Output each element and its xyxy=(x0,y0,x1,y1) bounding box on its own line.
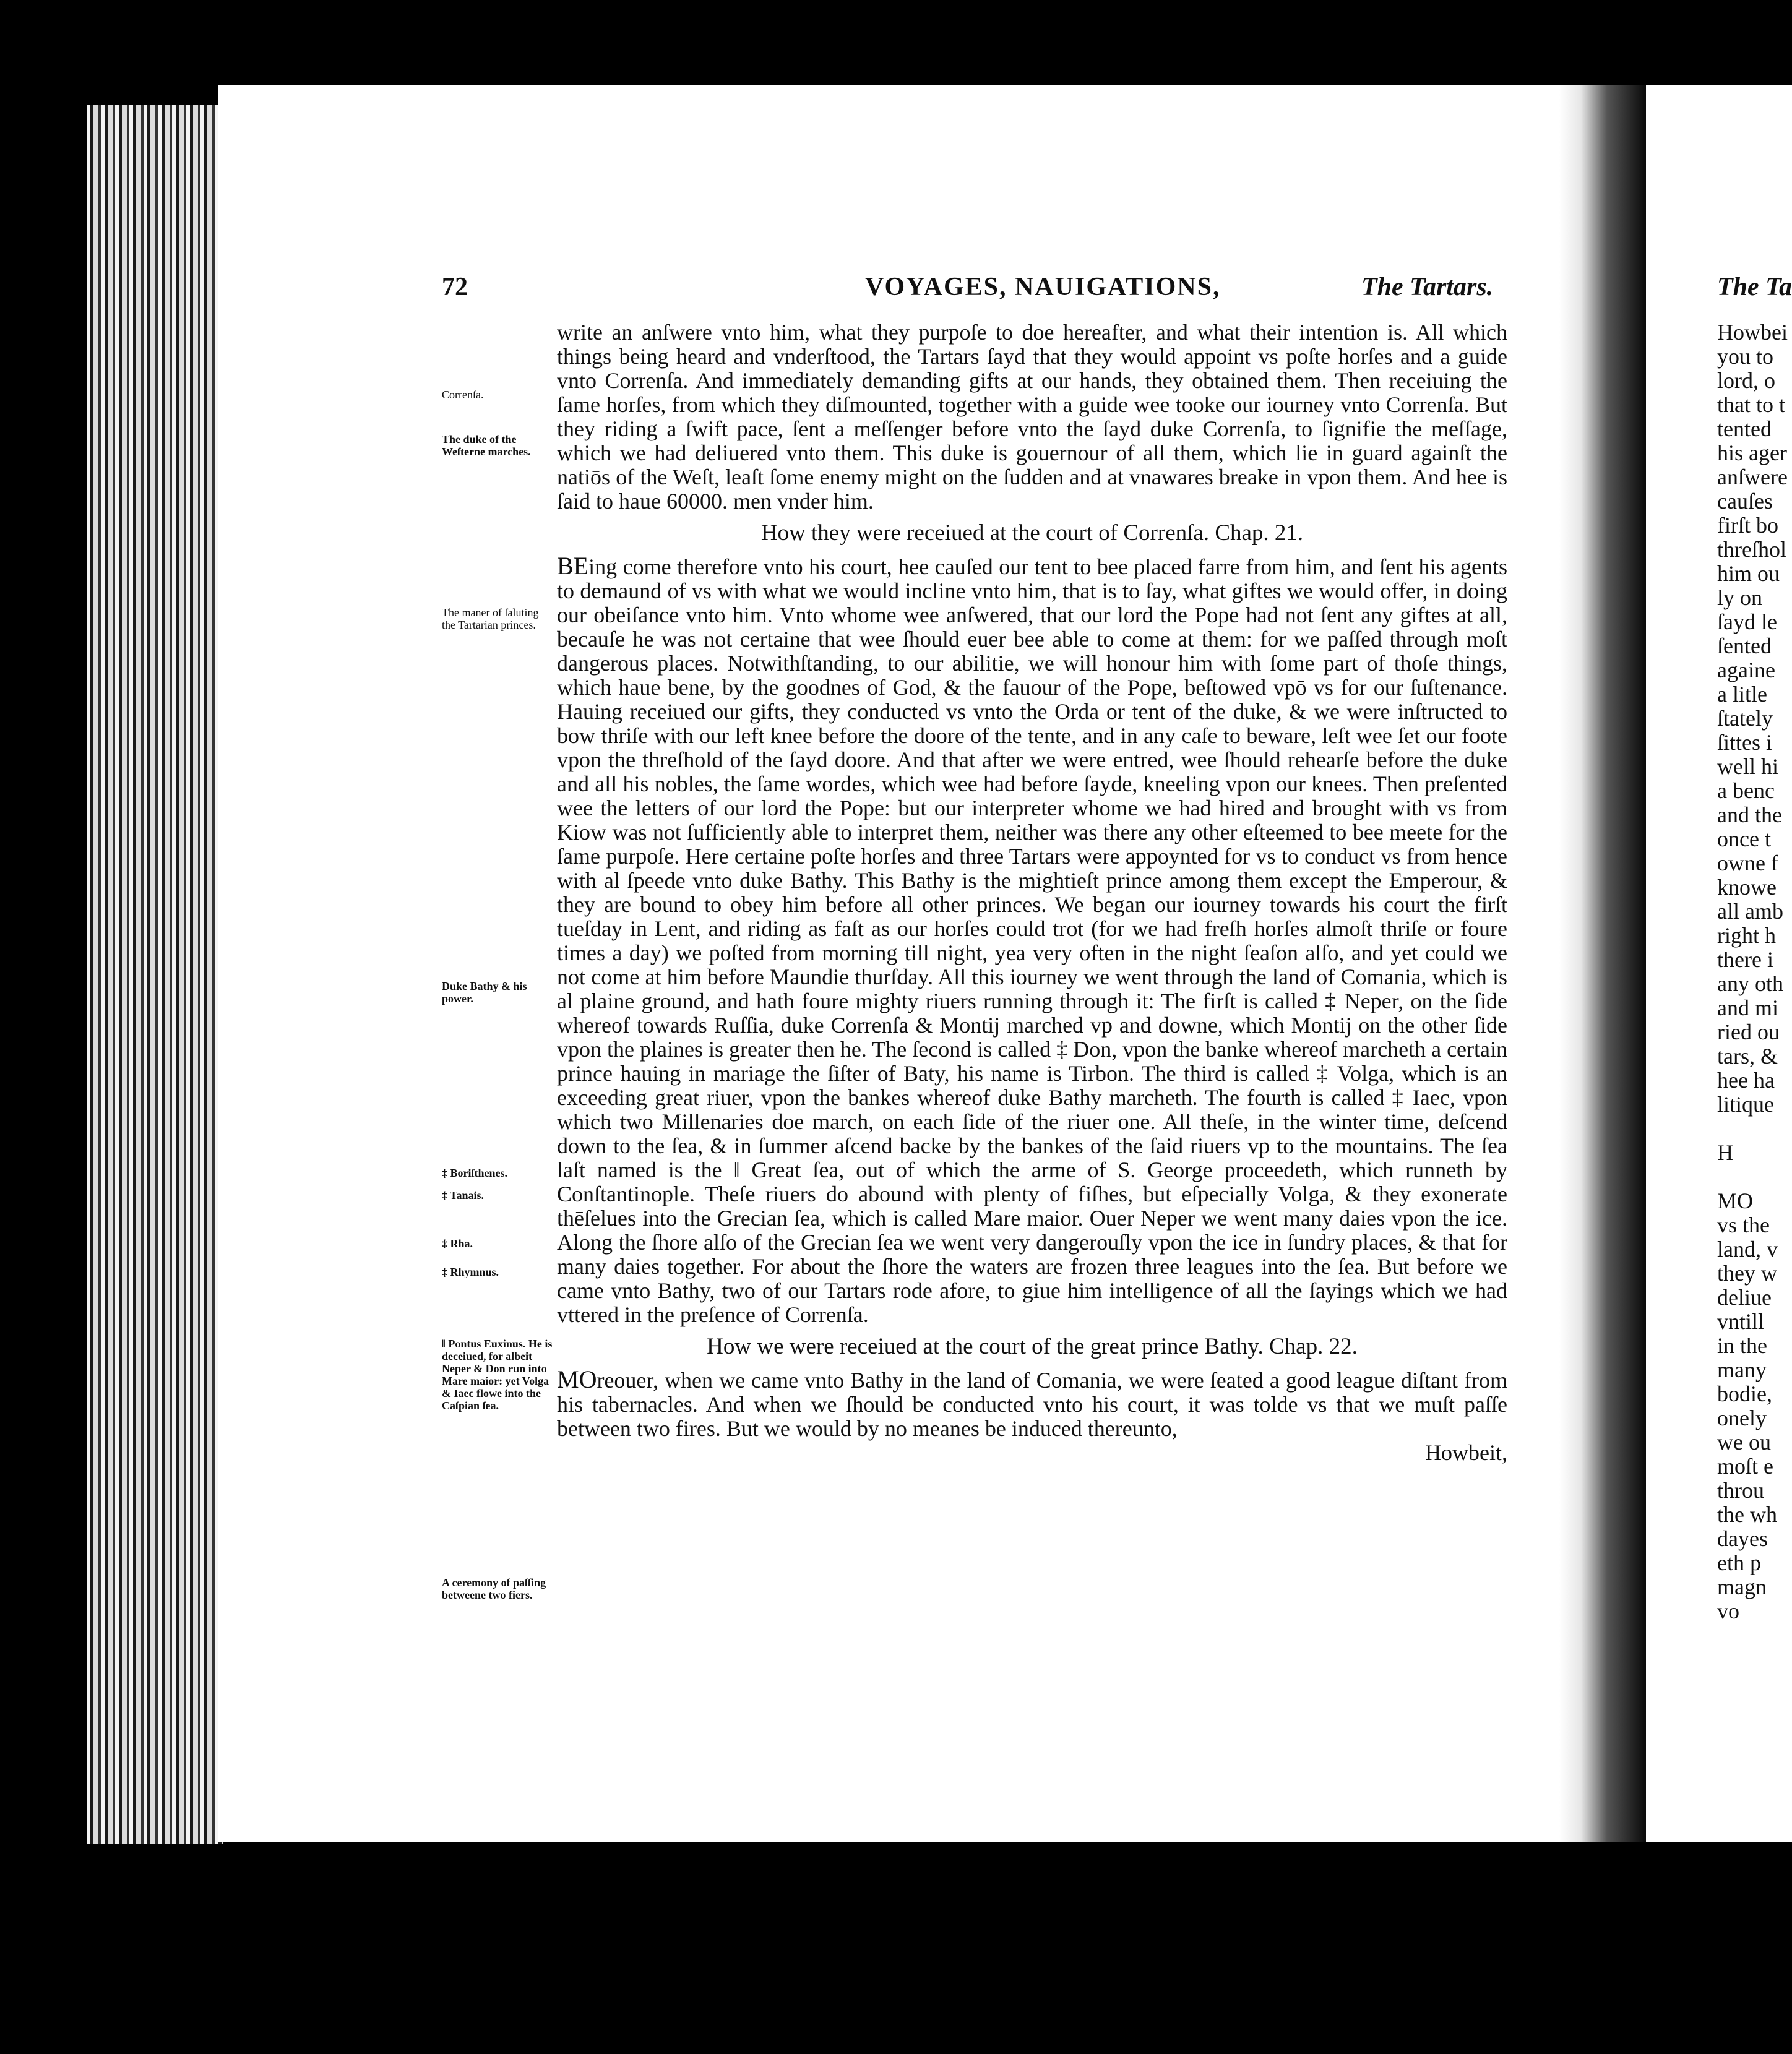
right-page-line: land, v xyxy=(1717,1237,1778,1261)
right-page-line: dayes xyxy=(1717,1526,1768,1551)
page-number: 72 xyxy=(442,273,468,301)
book-page-edges xyxy=(87,105,223,1844)
right-page-line: Howbei xyxy=(1717,320,1788,345)
right-page-line: you to xyxy=(1717,344,1774,369)
right-page-line: ſented xyxy=(1717,634,1772,658)
right-page-line: we ou xyxy=(1717,1430,1771,1455)
right-page-line: anſwere xyxy=(1717,465,1788,489)
right-page-line: well hi xyxy=(1717,754,1778,779)
right-page-line: the wh xyxy=(1717,1502,1777,1527)
right-page-line: MO xyxy=(1717,1188,1754,1213)
catchword: Howbeit, xyxy=(1425,1440,1507,1465)
paragraph-3 xyxy=(557,1367,1507,1441)
margin-note-pontus: ‖ Pontus Euxinus. He is deceiued, for albeit Neper & Don run into Mare maior: yet Volga & Iaec flowe into the Caſpian ſea. xyxy=(442,1338,553,1412)
right-page-header: The Ta xyxy=(1717,273,1792,301)
right-page-line: ly on xyxy=(1717,585,1763,610)
right-page-line: onely xyxy=(1717,1406,1767,1430)
paragraph-2-text: ing come therefore vnto his court, hee cauſed our tent to bee placed farre from him, and ſent his agents to demaund of vs with what we would incline vnto him, that is to ſay, what giftes we would offer, in doing our obeiſance vnto him. Vnto whome wee anſwered, that our lord the Pope had not ſent any giftes at all, becauſe he was not certaine that wee ſhould euer bee able to come at them: for we paſſed through moſt dangerous places. Notwithſtanding, to our abilitie, we will honour him with ſome part of thoſe things, which haue bene, by the goodnes of God, & the fauour of the Pope, beſtowed vpō vs for our ſuſtenance. Hauing receiued our gifts, they conducted vs vnto the Orda or tent of the duke, & we were inſtructed to bow thriſe with our left knee before the doore of the tente, and in any caſe to beware, leſt wee ſet our foote vpon the threſhold of the ſayd doore. And that after we were entred, wee ſhould rehearſe before the duke and all his nobles, the ſame wordes, which wee had before ſayde, kneeling vpon our knees. Then preſented wee the letters of our lord the Pope: but our interpreter whome we had hired and brought with vs from Kiow was not ſufficiently able to interpret them, neither was there any other eſteemed to bee meete for the ſame purpoſe. Here certaine poſte horſes and three Tartars were appoynted for vs to conduct vs from hence with al ſpeede vnto duke Bathy. This Bathy is the mightieſt prince among them except the Emperour, & they are bound to obey him before all other princes. We began our iourney towards his court the firſt tueſday in Lent, and riding as faſt as our horſes could trot (for we had freſh horſes almoſt thriſe or foure times a day) we poſted from morning till night, yea very often in the night ſeaſon alſo, and yet could we not come at him before Maundie thurſday. All this iourney we went through the land of Comania, which is al plaine ground, and hath foure mighty riuers running through it: The firſt is called ‡ Neper, on the ſide whereof towards Ruſſia, duke Correnſa & Montij marched vp and downe, which Montij on the other ſide vpon the plaines is greater then he. The ſecond is called ‡ Don, vpon the banke whereof marcheth a certain prince hauing in mariage the ſiſter of Baty, his name is Tirbon. The third is called ‡ Volga, which is an exceeding great riuer, vpon the bankes whereof duke Bathy marcheth. The fourth is called ‡ Iaec, vpon which two Millenaries doe march, on each ſide of the riuer one. All theſe, in the winter time, deſcend down to the ſea, & in ſummer aſcend backe by the bankes of the ſaid riuers vp to the mountains. The ſea laſt named is the ‖ Great ſea, out of which the arme of S. George proceedeth, which runneth by Conſtantinople. Theſe riuers do abound with plenty of fiſhes, but eſpecially Volga, & they exonerate thēſelues into the Grecian ſea, which is called Mare maior. Ouer Neper we went many daies vpon the ice. Along the ſhore alſo of the Grecian ſea we went very dangerouſly vpon the ice in ſundry places, & that for many daies together. For about the ſhore the waters are frozen three leagues into the ſea. But before we came vnto Bathy, two of our Tartars rode afore, to giue him intelligence of all the ſayings which we had vttered in the preſence of Correnſa. xyxy=(557,554,1507,1327)
right-page-line: owne f xyxy=(1717,851,1778,875)
body-text xyxy=(557,320,1507,1465)
right-page-line: and mi xyxy=(1717,995,1778,1020)
running-title-right: The Tartars. xyxy=(1361,273,1494,301)
paragraph-2 xyxy=(557,554,1507,1327)
chapter-22-heading: How we were receiued at the court of the great prince Bathy. Chap. 22. xyxy=(707,1334,1358,1359)
right-page-text xyxy=(1717,320,1788,1623)
right-page-line: threſhol xyxy=(1717,537,1786,562)
right-page-line: ſtately xyxy=(1717,706,1773,731)
margin-note-duke-westerne: The duke of the Weſterne marches. xyxy=(442,433,531,458)
right-page-line: H xyxy=(1717,1140,1733,1165)
right-page-line: many xyxy=(1717,1357,1767,1382)
margin-note-ceremony: A ceremony of paſſing betweene two fiers. xyxy=(442,1576,546,1601)
right-page-line: againe xyxy=(1717,658,1775,682)
right-page-line: ſayd le xyxy=(1717,609,1777,634)
right-page-line: a benc xyxy=(1717,778,1775,803)
dropcap-2: BE xyxy=(557,552,589,580)
right-page-line: cauſes xyxy=(1717,489,1773,514)
right-page-line xyxy=(1717,1165,1788,1189)
right-page-line: him ou xyxy=(1717,561,1780,586)
book-gutter xyxy=(1559,85,1646,1842)
right-page-line: in the xyxy=(1717,1333,1767,1358)
right-page-line: vntill xyxy=(1717,1309,1765,1334)
running-title: VOYAGES, NAUIGATIONS, xyxy=(865,273,1221,301)
right-page-line: there i xyxy=(1717,947,1773,972)
dropcap-3: MO xyxy=(557,1365,597,1393)
right-page-line: right h xyxy=(1717,923,1776,948)
right-page-line: that to t xyxy=(1717,392,1785,417)
right-page-line: and the xyxy=(1717,802,1782,827)
right-page-line: moſt e xyxy=(1717,1454,1773,1479)
paragraph-3-text: reouer, when we came vnto Bathy in the land of Comania, we were ſeated a good league diſtant from his tabernacles. And when we ſhould be conducted vnto his court, it was tolde vs that we muſt paſſe between two fires. But we would by no meanes be induced thereunto, xyxy=(557,1368,1507,1441)
right-page-line: all amb xyxy=(1717,899,1783,924)
right-page-line: ſittes i xyxy=(1717,730,1772,755)
right-page-line: magn xyxy=(1717,1575,1767,1599)
right-page-line: eth p xyxy=(1717,1550,1761,1575)
right-page-line: deliue xyxy=(1717,1285,1772,1310)
right-page-line: firſt bo xyxy=(1717,513,1778,538)
margin-note-boristhenes: ‡ Boriſthenes. xyxy=(442,1167,507,1179)
right-page-line: bodie, xyxy=(1717,1382,1772,1406)
right-page-line: vo xyxy=(1717,1599,1739,1623)
margin-note-duke-bathy: Duke Bathy & his power. xyxy=(442,980,527,1005)
right-page-line: tars, & xyxy=(1717,1044,1778,1068)
right-page-line: throu xyxy=(1717,1478,1764,1503)
right-page-line: his ager xyxy=(1717,440,1787,465)
right-page-line: they w xyxy=(1717,1261,1777,1286)
right-page-line xyxy=(1717,1117,1788,1141)
margin-note-maner-saluting: The maner of ſaluting the Tartarian princes. xyxy=(442,606,539,631)
paragraph-1: write an anſwere vnto him, what they purpoſe to doe hereafter, and what their intention is. All which things being heard and vnderſtood, the Tartars ſayd that they would appoint vs poſte horſes and a guide vnto Correnſa. And immediately demanding gifts at our hands, they obtained them. Then receiuing the ſame horſes, from which they diſmounted, together with a guide wee tooke our iourney vnto Correnſa. But they riding a ſwift pace, ſent a meſſenger before vnto the ſayd duke Correnſa, to ſignifie the meſſage, which we had deliuered vnto them. This duke is gouernour of all them, which lie in guard againſt the natiōs of the Weſt, leaſt ſome enemy might on the ſudden and at vnawares breake in vpon them. And hee is ſaid to haue 60000. men vnder him. xyxy=(557,320,1507,514)
right-page-line: once t xyxy=(1717,827,1771,851)
right-page-line: lord, o xyxy=(1717,368,1775,393)
right-page-line: any oth xyxy=(1717,971,1783,996)
margin-note-tanais: ‡ Tanais. xyxy=(442,1189,485,1201)
right-page-line: vs the xyxy=(1717,1213,1770,1237)
right-page-line: knowe xyxy=(1717,875,1777,900)
margin-note-rhymnus: ‡ Rhymnus. xyxy=(442,1266,499,1278)
margin-note-correnſa: Correnſa. xyxy=(442,389,484,401)
right-page-line: ried ou xyxy=(1717,1020,1780,1044)
right-page-line: hee ha xyxy=(1717,1068,1775,1093)
right-page-line: a litle xyxy=(1717,682,1767,707)
right-page-line: litique xyxy=(1717,1092,1774,1117)
margin-note-rha: ‡ Rha. xyxy=(442,1237,473,1250)
chapter-21-heading: How they were receiued at the court of Correnſa. Chap. 21. xyxy=(760,520,1304,546)
right-page-line: tented xyxy=(1717,416,1772,441)
